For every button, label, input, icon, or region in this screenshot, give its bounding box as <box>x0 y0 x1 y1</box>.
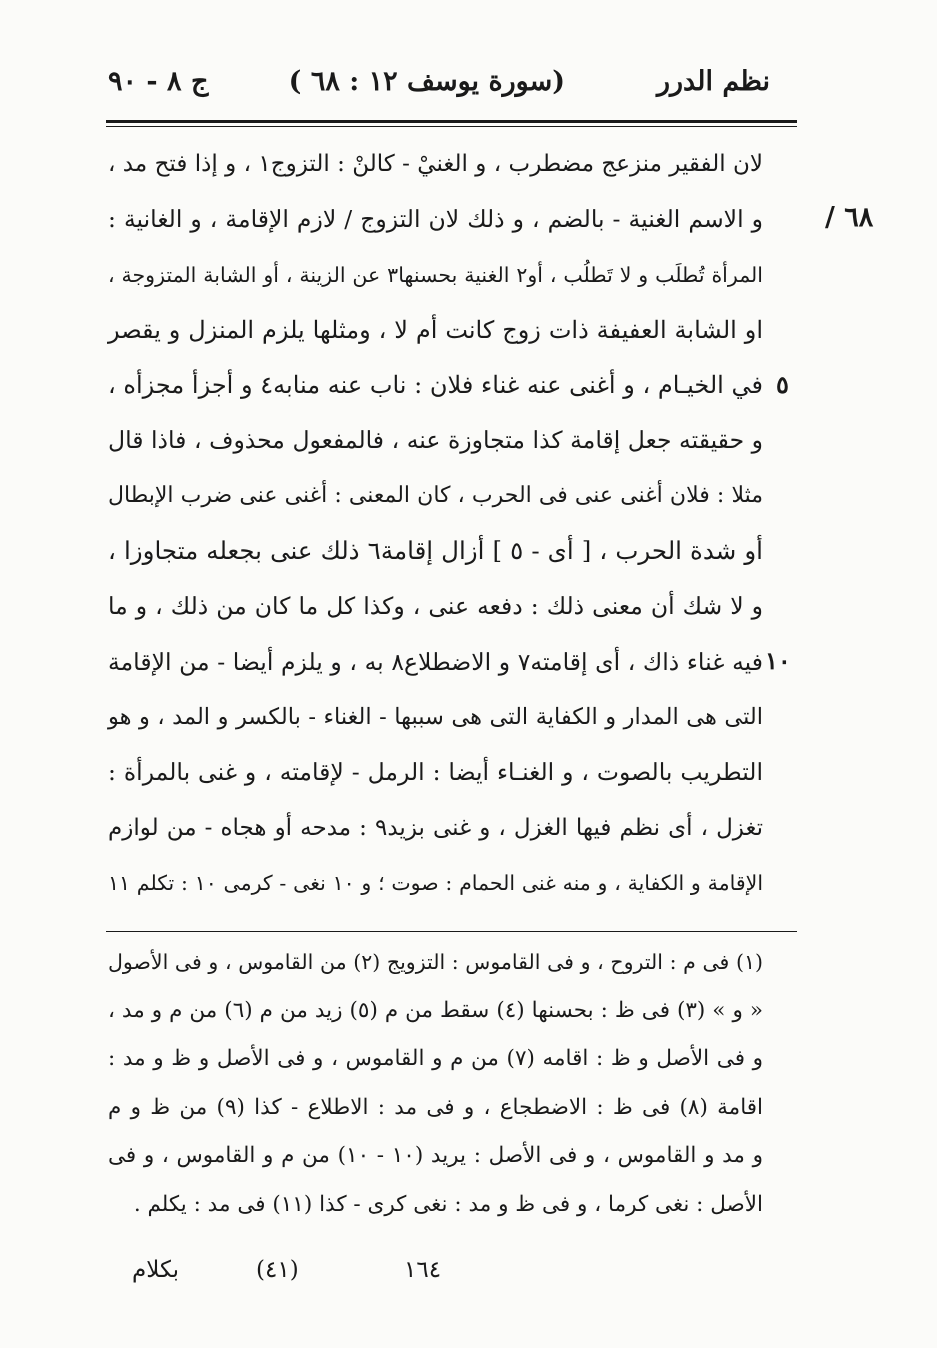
text-line: تغزل ، أى نظم فيها الغزل ، و غنى بزيد٩ : مدحه أو هجاه - من لوازم <box>108 814 763 841</box>
line-number-10: ١٠ <box>765 646 791 675</box>
text-line: او الشابة العفيفة ذات زوج كانت أم لا ، ومثلها يلزم المنزل و يقصر <box>108 315 763 344</box>
text-line: مثلا : فلان أغنى عنى فى الحرب ، كان المعنى : أغنى عنى ضرب الإبطال <box>108 482 763 508</box>
text-line: التطريب بالصوت ، و الغنـاء أيضا : الرمل - لإقامته ، و غنى بالمرأة : <box>108 758 763 787</box>
book-title: نظم الدرر <box>656 66 770 97</box>
footnote-line: و فى الأصل و ظ : اقامه (٧) من م و القاموس ، و فى الأصل و ظ و مد : <box>108 1046 763 1071</box>
verse-marker: ٦٨ / <box>825 202 874 233</box>
page-number: ١٦٤ <box>404 1257 442 1283</box>
running-header <box>108 66 770 110</box>
line-number-5: ٥ <box>776 370 789 399</box>
volume-reference: ج ٨ - ٩٠ <box>108 66 209 97</box>
header-rule-thin <box>106 126 797 127</box>
footnote-line: (١) فى م : التروح ، و فى القاموس : التزويج (٢) من القاموس ، و فى الأصول <box>108 950 763 974</box>
header-rule-thick <box>106 120 797 123</box>
surah-reference: (سورة يوسف ١٢ : ٦٨ ) <box>288 66 565 97</box>
footnotes <box>108 942 763 1233</box>
text-line: أو شدة الحرب ، [ أى - ٥ ] أزال إقامة٦ ذلك عنى بجعله متجاوزا ، <box>108 536 763 566</box>
signature-mark: (٤١) <box>256 1257 299 1283</box>
text-line: لان الفقير منزعج مضطرب ، و الغنيْ - كالنْ : التزوج١ ، و إذا فتح مد ، <box>108 151 763 177</box>
text-line: المرأة تُطلَب و لا تَطلُب ، أو٢ الغنية بحسنها٣ عن الزينة ، أو الشابة المتزوجة ، <box>108 262 763 287</box>
footnote-line: الأصل : نغى كرما ، و فى ظ و مد : نغى كرى - كذا (١١) فى مد : يكلم . <box>133 1191 763 1217</box>
text-line: و الاسم الغنية - بالضم ، و ذلك لان التزوج / لازم الإقامة ، و الغانية : <box>108 205 763 234</box>
footnote-line: « و » (٣) فى ظ : بحسنها (٤) سقط من م (٥) زيد من م (٦) من م و مد ، <box>108 997 763 1023</box>
main-text <box>108 142 763 916</box>
text-line: في الخيـام ، و أغنى عنه غناء فلان : ناب عنه منابه٤ و أجزأ مجزأه ، <box>108 371 763 400</box>
footnote-line: و مد و القاموس ، و فى الأصل : يريد (١٠ - ١٠) من م و القاموس ، و فى <box>108 1143 763 1168</box>
footnote-divider <box>106 931 797 932</box>
footnote-line: اقامة (٨) فى ظ : الاضطجاع ، و فى مد : الاطلاع - كذا (٩) من ظ و م <box>108 1094 763 1120</box>
text-line: التى هى المدار و الكفاية التى هى سببها - الغناء - بالكسر و المد ، و هو <box>108 703 763 730</box>
text-line: و لا شك أن معنى ذلك : دفعه عنى ، وكذا كل ما كان من ذلك ، و ما <box>108 592 763 621</box>
text-line: الإقامة و الكفاية ، و منه غنى الحمام : صوت ؛ و ١٠ نغى - كرمى ١٠ : تكلم ١١ <box>108 870 764 895</box>
text-line: فيه غناء ذاك ، أى إقامته٧ و الاضطلاع٨ به ، و يلزم أيضا - من الإقامة <box>108 647 763 676</box>
text-line: و حقيقته جعل إقامة كذا متجاوزة عنه ، فالمفعول محذوف ، فاذا قال <box>108 426 763 455</box>
catchword: بكلام <box>132 1257 180 1283</box>
